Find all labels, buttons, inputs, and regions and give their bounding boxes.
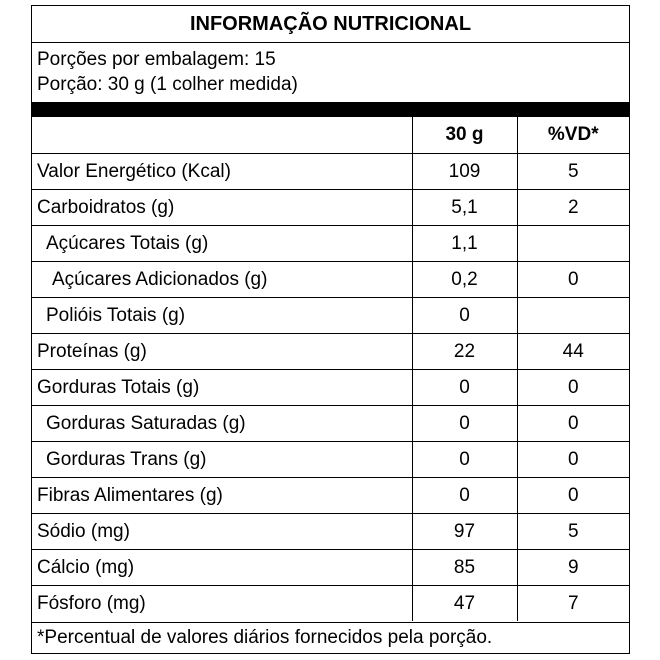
nutrient-qty: 0 [412,370,517,406]
table-row [32,478,629,514]
nutrient-qty: 0 [412,478,517,514]
table-row [32,550,629,586]
nutrient-vd: 0 [517,406,629,442]
table-row [32,442,629,478]
nutrient-vd: 0 [517,478,629,514]
nutrient-name: Açúcares Adicionados (g) [32,262,412,298]
table-row [32,226,629,262]
table-row [32,370,629,406]
nutrient-vd [517,298,629,334]
nutrient-qty: 1,1 [412,226,517,262]
table-row [32,154,629,190]
table-row [32,514,629,550]
nutrient-qty: 0 [412,298,517,334]
label-title: INFORMAÇÃO NUTRICIONAL [32,6,629,43]
serving-info [32,43,629,102]
table-row [32,406,629,442]
nutrient-vd: 7 [517,586,629,622]
nutrient-name: Valor Energético (Kcal) [32,154,412,190]
nutrient-name: Carboidratos (g) [32,190,412,226]
nutrient-vd: 44 [517,334,629,370]
nutrient-name: Fósforo (mg) [32,586,412,622]
nutrient-name: Gorduras Saturadas (g) [32,406,412,442]
nutrient-name: Polióis Totais (g) [32,298,412,334]
nutrient-name: Gorduras Totais (g) [32,370,412,406]
nutrient-vd [517,226,629,262]
header-vd: %VD* [517,117,629,154]
table-row [32,334,629,370]
nutrition-facts-label [31,5,630,654]
footnote: *Percentual de valores diários fornecidos pela porção. [32,622,629,654]
nutrient-name: Proteínas (g) [32,334,412,370]
thick-divider [32,102,629,117]
table-row [32,298,629,334]
nutrient-qty: 5,1 [412,190,517,226]
nutrient-qty: 47 [412,586,517,622]
nutrient-table [32,117,629,621]
table-row [32,586,629,622]
table-row [32,190,629,226]
nutrient-name: Fibras Alimentares (g) [32,478,412,514]
nutrient-name: Gorduras Trans (g) [32,442,412,478]
table-row [32,262,629,298]
nutrient-vd: 0 [517,370,629,406]
header-qty: 30 g [412,117,517,154]
header-nutrient-cell [32,117,412,154]
nutrient-name: Açúcares Totais (g) [32,226,412,262]
nutrient-qty: 109 [412,154,517,190]
nutrient-vd: 0 [517,262,629,298]
nutrient-name: Sódio (mg) [32,514,412,550]
nutrient-name: Cálcio (mg) [32,550,412,586]
portion-size: Porção: 30 g (1 colher medida) [37,74,298,95]
nutrient-vd: 9 [517,550,629,586]
nutrient-qty: 0 [412,442,517,478]
nutrient-qty: 85 [412,550,517,586]
nutrient-qty: 97 [412,514,517,550]
nutrient-vd: 2 [517,190,629,226]
nutrient-vd: 5 [517,154,629,190]
nutrient-qty: 22 [412,334,517,370]
nutrient-qty: 0,2 [412,262,517,298]
nutrient-vd: 0 [517,442,629,478]
portions-per-package: Porções por embalagem: 15 [37,49,276,70]
nutrient-vd: 5 [517,514,629,550]
nutrient-qty: 0 [412,406,517,442]
table-header-row [32,117,629,154]
